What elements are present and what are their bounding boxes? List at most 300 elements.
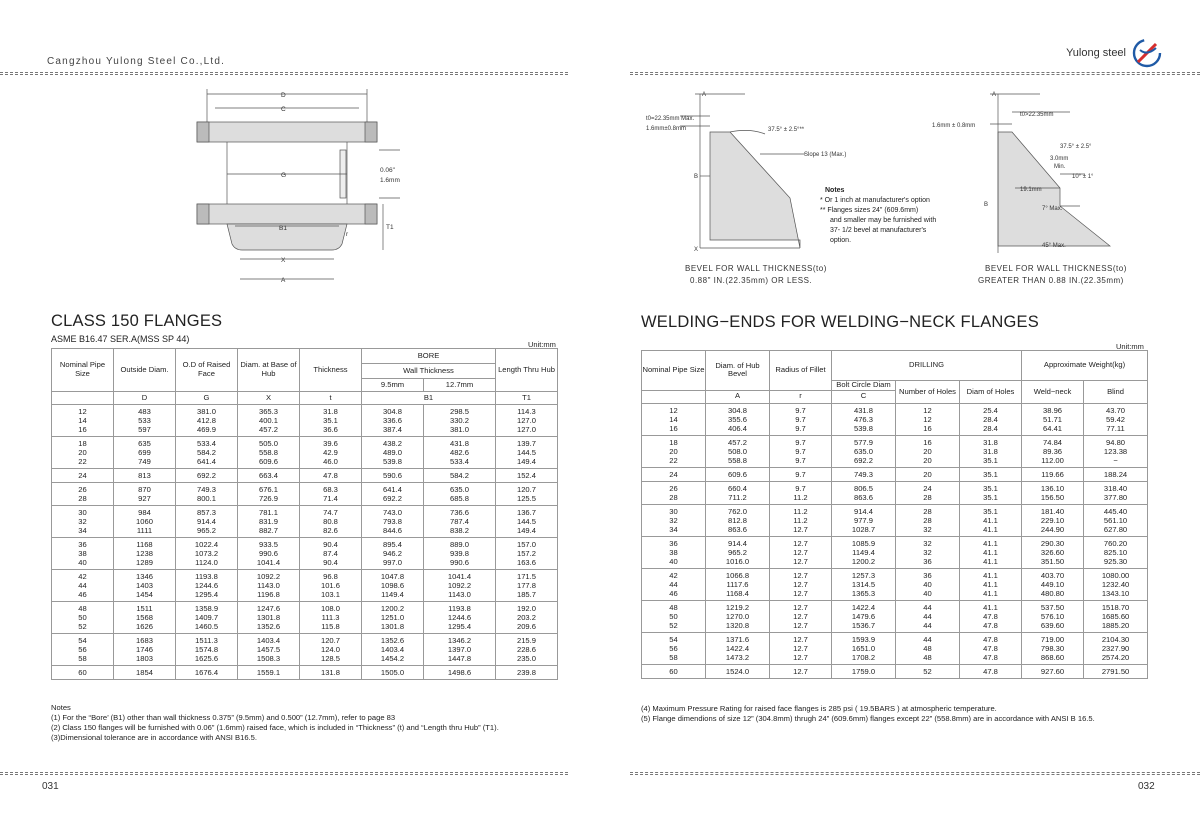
header-divider-2 bbox=[0, 74, 568, 75]
cell-value: 870 bbox=[138, 485, 151, 494]
table-cell bbox=[238, 437, 300, 469]
table-cell bbox=[706, 664, 770, 678]
cell-value: 838.2 bbox=[449, 526, 469, 535]
table-cell bbox=[52, 538, 114, 570]
cell-value: 1397.0 bbox=[447, 645, 472, 654]
bevel-right-min-label: Min. bbox=[1054, 164, 1066, 170]
table-cell bbox=[52, 483, 114, 506]
table-cell bbox=[770, 467, 832, 481]
cell-value: 482.6 bbox=[449, 448, 469, 457]
bevel-right-10deg: 10° ± 1° bbox=[1072, 174, 1094, 180]
cell-value: 1346.2 bbox=[447, 636, 472, 645]
table-row bbox=[52, 506, 558, 538]
cell-value: 355.6 bbox=[727, 414, 747, 424]
table-cell bbox=[832, 435, 896, 467]
cell-value: 22 bbox=[669, 455, 678, 465]
cell-value: 74.7 bbox=[323, 508, 338, 517]
bevel-right-b: B bbox=[984, 202, 989, 208]
cell-value: 635 bbox=[138, 439, 151, 448]
table-cell bbox=[770, 664, 832, 678]
left-unit: Unit:mm bbox=[528, 340, 556, 349]
cell-value: 47.8 bbox=[983, 634, 998, 644]
cell-value: 12.7 bbox=[793, 652, 808, 662]
cell-value: 984 bbox=[138, 508, 151, 517]
table-cell bbox=[114, 483, 176, 506]
table-cell bbox=[176, 483, 238, 506]
cell-value: 41.1 bbox=[983, 570, 998, 580]
table-cell bbox=[300, 506, 362, 538]
table-cell bbox=[52, 437, 114, 469]
table-cell bbox=[960, 632, 1022, 664]
cell-value: 28 bbox=[78, 494, 87, 503]
table-cell bbox=[362, 570, 424, 602]
bevel-left-t0: t0=22.35mm Max. bbox=[646, 116, 695, 122]
cell-value: 12.7 bbox=[793, 547, 808, 557]
cell-value: 215.9 bbox=[516, 636, 536, 645]
table-cell bbox=[960, 600, 1022, 632]
cell-value: 149.4 bbox=[516, 457, 536, 466]
label-b1: B1 bbox=[279, 225, 287, 232]
cell-value: 125.5 bbox=[516, 494, 536, 503]
cell-value: 406.4 bbox=[727, 423, 747, 433]
table-cell bbox=[1084, 403, 1148, 435]
table-cell bbox=[114, 469, 176, 483]
bevel-left-a: A bbox=[702, 92, 707, 98]
cell-value: 927.60 bbox=[1040, 666, 1065, 676]
bevel-note-4: 37- 1/2 bevel at manufacturer's bbox=[830, 227, 927, 234]
cell-value: 965.2 bbox=[196, 526, 216, 535]
cell-value: 1511 bbox=[136, 604, 153, 613]
cell-value: 457.2 bbox=[258, 425, 278, 434]
cell-value: 539.8 bbox=[382, 457, 402, 466]
table-cell bbox=[176, 437, 238, 469]
table-cell bbox=[832, 403, 896, 435]
note-1: (1) For the “Bore’ (B1) other than wall thickness 0.375” (9.5mm) and 0.500” (12.7mm), refer to page 83 bbox=[51, 713, 396, 722]
table-cell bbox=[362, 483, 424, 506]
table-cell bbox=[424, 634, 496, 666]
cell-value: 1111 bbox=[136, 526, 153, 535]
cell-value: 1196.8 bbox=[257, 590, 280, 599]
table-cell bbox=[832, 467, 896, 481]
header-divider-right bbox=[630, 72, 1200, 73]
cell-value: 1454.2 bbox=[380, 654, 405, 663]
cell-value: 1352.6 bbox=[380, 636, 405, 645]
table-cell bbox=[706, 600, 770, 632]
cell-value: 111.3 bbox=[321, 613, 340, 622]
cell-value: 20 bbox=[78, 448, 87, 457]
cell-value: 20 bbox=[923, 455, 932, 465]
cell-value: 1149.4 bbox=[852, 547, 875, 557]
cell-value: 9.7 bbox=[795, 437, 806, 447]
cell-value: 1473.2 bbox=[725, 652, 750, 662]
cell-value: 40 bbox=[78, 558, 87, 567]
cell-value: 157.2 bbox=[516, 549, 536, 558]
cell-value: 1092.2 bbox=[447, 581, 472, 590]
cell-value: 47.8 bbox=[983, 652, 998, 662]
table-cell bbox=[770, 568, 832, 600]
table-cell bbox=[300, 602, 362, 634]
table-cell bbox=[896, 536, 960, 568]
table-cell bbox=[1022, 600, 1084, 632]
cell-value: 12 bbox=[923, 414, 932, 424]
cell-value: 12.7 bbox=[793, 666, 808, 676]
cell-value: 719.00 bbox=[1040, 634, 1065, 644]
cell-value: 798.30 bbox=[1040, 643, 1065, 653]
table-cell bbox=[52, 602, 114, 634]
cell-value: 36.6 bbox=[323, 425, 338, 434]
cell-value: 12.7 bbox=[793, 602, 808, 612]
cell-value: 760.20 bbox=[1103, 538, 1128, 548]
company-name: Cangzhou Yulong Steel Co.,Ltd. bbox=[47, 56, 226, 67]
table-cell bbox=[770, 504, 832, 536]
table-cell bbox=[1084, 435, 1148, 467]
bevel-left-b: B bbox=[694, 174, 699, 180]
cell-value: 24 bbox=[923, 483, 932, 493]
cell-value: 483 bbox=[138, 407, 151, 416]
table-cell bbox=[362, 405, 424, 437]
cell-value: 2327.90 bbox=[1101, 643, 1130, 653]
table-cell bbox=[1084, 568, 1148, 600]
cell-value: 35.1 bbox=[983, 483, 998, 493]
table-cell bbox=[424, 437, 496, 469]
cell-value: 1568 bbox=[136, 613, 153, 622]
table-cell bbox=[1084, 664, 1148, 678]
cell-value: 12.7 bbox=[793, 579, 808, 589]
cell-value: 144.5 bbox=[516, 517, 536, 526]
right-notes bbox=[641, 704, 1095, 724]
cell-value: 1257.3 bbox=[851, 570, 876, 580]
cell-value: 1460.5 bbox=[194, 622, 219, 631]
table-cell bbox=[300, 538, 362, 570]
hdr-weight: Approximate Weight(kg) bbox=[1022, 351, 1148, 381]
cell-value: 868.60 bbox=[1040, 652, 1065, 662]
table-cell bbox=[424, 469, 496, 483]
cell-value: 1073.2 bbox=[194, 549, 219, 558]
table-cell bbox=[114, 634, 176, 666]
cell-value: 1244.6 bbox=[194, 581, 219, 590]
table-cell bbox=[424, 538, 496, 570]
header-divider bbox=[0, 72, 568, 73]
hdr-wall: Wall Thickness bbox=[362, 364, 496, 379]
cell-value: 539.8 bbox=[853, 423, 873, 433]
cell-value: 28 bbox=[669, 492, 678, 502]
cell-value: 1343.10 bbox=[1101, 588, 1130, 598]
cell-value: 44 bbox=[923, 634, 932, 644]
cell-value: 558.8 bbox=[727, 455, 747, 465]
table-cell bbox=[770, 536, 832, 568]
table-cell bbox=[238, 538, 300, 570]
cell-value: 44 bbox=[669, 579, 678, 589]
cell-value: 1457.5 bbox=[256, 645, 281, 654]
table-cell bbox=[238, 469, 300, 483]
table-cell bbox=[496, 602, 558, 634]
cell-value: 1854 bbox=[136, 668, 153, 677]
cell-value: 40 bbox=[669, 556, 678, 566]
cell-value: 787.4 bbox=[449, 517, 469, 526]
cell-value: 114.3 bbox=[517, 407, 536, 416]
cell-value: 209.6 bbox=[516, 622, 536, 631]
cell-value: 977.9 bbox=[853, 515, 873, 525]
bevel-notes-title: Notes bbox=[825, 187, 845, 194]
cell-value: 82.6 bbox=[323, 526, 338, 535]
cell-value: 480.80 bbox=[1040, 588, 1065, 598]
cell-value: 123.38 bbox=[1103, 446, 1128, 456]
cell-value: 9.7 bbox=[795, 455, 806, 465]
cell-value: 1352.6 bbox=[256, 622, 281, 631]
cell-value: 41.1 bbox=[983, 602, 998, 612]
table-cell bbox=[238, 634, 300, 666]
cell-value: 149.4 bbox=[516, 526, 536, 535]
table-cell bbox=[52, 570, 114, 602]
sym-a: A bbox=[706, 390, 770, 403]
cell-value: 946.2 bbox=[382, 549, 402, 558]
table-cell bbox=[114, 506, 176, 538]
cell-value: 304.8 bbox=[727, 405, 747, 415]
cell-value: 326.60 bbox=[1040, 547, 1065, 557]
cell-value: 74.84 bbox=[1043, 437, 1063, 447]
cell-value: 676.1 bbox=[258, 485, 278, 494]
cell-value: 31.8 bbox=[983, 437, 998, 447]
table-cell bbox=[362, 437, 424, 469]
right-page bbox=[600, 0, 1200, 819]
cell-value: 12.7 bbox=[793, 620, 808, 630]
cell-value: 48 bbox=[923, 643, 932, 653]
table-cell bbox=[960, 504, 1022, 536]
table-cell bbox=[642, 568, 706, 600]
cell-value: 32 bbox=[78, 517, 87, 526]
cell-value: 90.4 bbox=[323, 558, 338, 567]
cell-value: 11.2 bbox=[793, 492, 808, 502]
cell-value: 445.40 bbox=[1103, 506, 1128, 516]
bevel-note-1: * Or 1 inch at manufacturer's option bbox=[820, 197, 930, 204]
table-row bbox=[642, 600, 1148, 632]
cell-value: 1251.0 bbox=[380, 613, 405, 622]
table-cell bbox=[238, 666, 300, 680]
table-row bbox=[642, 504, 1148, 536]
table-row bbox=[52, 469, 558, 483]
table-cell bbox=[424, 506, 496, 538]
table-cell bbox=[114, 405, 176, 437]
cell-value: 576.10 bbox=[1040, 611, 1065, 621]
cell-value: 806.5 bbox=[853, 483, 873, 493]
cell-value: 136.10 bbox=[1040, 483, 1065, 493]
bevel-note-5: option. bbox=[830, 237, 852, 244]
cell-value: 20 bbox=[669, 446, 678, 456]
footer-divider-2 bbox=[0, 774, 568, 775]
cell-value: 692.2 bbox=[853, 455, 873, 465]
cell-value: 28 bbox=[923, 515, 932, 525]
cell-value: 20 bbox=[923, 469, 932, 479]
cell-value: 152.4 bbox=[516, 471, 536, 480]
table-cell bbox=[300, 570, 362, 602]
cell-value: 68.3 bbox=[323, 485, 338, 494]
cell-value: 1559.1 bbox=[256, 668, 281, 677]
cell-value: 38 bbox=[669, 547, 678, 557]
cell-value: 1219.2 bbox=[725, 602, 750, 612]
table-cell bbox=[300, 634, 362, 666]
cell-value: 609.6 bbox=[258, 457, 278, 466]
table-cell bbox=[960, 536, 1022, 568]
cell-value: 1626 bbox=[136, 622, 153, 631]
bevel-note-3: and smaller may be furnished with bbox=[830, 217, 937, 224]
cell-value: 2791.50 bbox=[1101, 666, 1130, 676]
cell-value: 537.50 bbox=[1040, 602, 1065, 612]
cell-value: 46 bbox=[78, 590, 87, 599]
cell-value: 44 bbox=[923, 611, 932, 621]
cell-value: 726.9 bbox=[258, 494, 278, 503]
table-cell bbox=[706, 467, 770, 481]
sym-t1: T1 bbox=[496, 392, 558, 405]
cell-value: 857.3 bbox=[196, 508, 216, 517]
cell-value: 60 bbox=[669, 666, 678, 676]
cell-value: 1505.0 bbox=[380, 668, 405, 677]
hdr-bore: BORE bbox=[362, 349, 496, 364]
table-cell bbox=[960, 467, 1022, 481]
table-cell bbox=[642, 435, 706, 467]
caption-right-2: GREATER THAN 0.88 IN.(22.35mm) bbox=[978, 276, 1124, 285]
cell-value: 89.36 bbox=[1043, 446, 1063, 456]
caption-left-1: BEVEL FOR WALL THICKNESS(to) bbox=[685, 264, 827, 273]
cell-value: 9.7 bbox=[795, 483, 806, 493]
cell-value: 412.8 bbox=[196, 416, 216, 425]
table-cell bbox=[238, 483, 300, 506]
cell-value: 41.1 bbox=[983, 547, 998, 557]
table-cell bbox=[176, 570, 238, 602]
cell-value: 387.4 bbox=[382, 425, 402, 434]
cell-value: 1022.4 bbox=[194, 540, 219, 549]
cell-value: 609.6 bbox=[727, 469, 747, 479]
table-cell bbox=[300, 405, 362, 437]
table-cell bbox=[1022, 481, 1084, 504]
cell-value: 641.4 bbox=[196, 457, 216, 466]
cell-value: 685.8 bbox=[449, 494, 469, 503]
yulong-logo-icon bbox=[1130, 36, 1164, 70]
sym-x: X bbox=[238, 392, 300, 405]
brand-name: Yulong steel bbox=[1066, 47, 1126, 59]
cell-value: 403.70 bbox=[1040, 570, 1065, 580]
cell-value: 925.30 bbox=[1103, 556, 1128, 566]
cell-value: 914.4 bbox=[196, 517, 216, 526]
cell-value: 1479.6 bbox=[851, 611, 876, 621]
table-cell bbox=[770, 435, 832, 467]
cell-value: 965.2 bbox=[727, 547, 747, 557]
cell-value: 749 bbox=[138, 457, 151, 466]
table-cell bbox=[832, 600, 896, 632]
cell-value: 1885.20 bbox=[1101, 620, 1130, 630]
cell-value: 38 bbox=[78, 549, 87, 558]
cell-value: 330.2 bbox=[449, 416, 469, 425]
cell-value: 381.0 bbox=[196, 407, 216, 416]
cell-value: 36 bbox=[78, 540, 87, 549]
cell-value: 749.3 bbox=[196, 485, 216, 494]
cell-value: 1301.8 bbox=[380, 622, 405, 631]
sym-blank-r bbox=[642, 390, 706, 403]
table-cell bbox=[52, 506, 114, 538]
cell-value: 889.0 bbox=[449, 540, 469, 549]
cell-value: 9.7 bbox=[795, 446, 806, 456]
table-cell bbox=[832, 504, 896, 536]
cell-value: 58 bbox=[78, 654, 87, 663]
cell-value: 48 bbox=[669, 602, 678, 612]
table-row bbox=[52, 634, 558, 666]
cell-value: 505.0 bbox=[258, 439, 278, 448]
cell-value: 1168.4 bbox=[726, 588, 749, 598]
table-cell bbox=[52, 469, 114, 483]
cell-value: 699 bbox=[138, 448, 151, 457]
label-g: G bbox=[281, 172, 287, 179]
table-row bbox=[642, 435, 1148, 467]
table-cell bbox=[176, 506, 238, 538]
table-cell bbox=[496, 666, 558, 680]
sym-d: D bbox=[114, 392, 176, 405]
cell-value: 46.0 bbox=[323, 457, 338, 466]
table-row bbox=[642, 568, 1148, 600]
cell-value: 1193.8 bbox=[448, 604, 471, 613]
cell-value: 1047.8 bbox=[380, 572, 405, 581]
table-cell bbox=[1084, 600, 1148, 632]
hdr-radius: Radius of Fillet bbox=[770, 351, 832, 391]
table-cell bbox=[424, 602, 496, 634]
table-cell bbox=[52, 405, 114, 437]
table-cell bbox=[424, 666, 496, 680]
table-cell bbox=[960, 481, 1022, 504]
cell-value: 1295.4 bbox=[194, 590, 219, 599]
cell-value: 52 bbox=[923, 666, 932, 676]
cell-value: 800.1 bbox=[196, 494, 216, 503]
hdr-drilling: DRILLING bbox=[832, 351, 1022, 381]
table-cell bbox=[496, 570, 558, 602]
cell-value: 16 bbox=[78, 425, 87, 434]
cell-value: 12 bbox=[78, 407, 87, 416]
table-row bbox=[52, 666, 558, 680]
bevel-right-rf: 1.6mm ± 0.8mm bbox=[932, 123, 976, 129]
cell-value: 12 bbox=[669, 405, 678, 415]
cell-value: 235.0 bbox=[516, 654, 536, 663]
cell-value: 793.8 bbox=[382, 517, 402, 526]
table-row bbox=[642, 632, 1148, 664]
cell-value: 56 bbox=[78, 645, 87, 654]
table-cell bbox=[1022, 664, 1084, 678]
cell-value: 692.2 bbox=[382, 494, 402, 503]
hdr-thickness: Thickness bbox=[300, 349, 362, 392]
cell-value: 58 bbox=[669, 652, 678, 662]
hdr-outside: Outside Diam. bbox=[114, 349, 176, 392]
cell-value: 914.4 bbox=[727, 538, 747, 548]
cell-value: 24 bbox=[78, 471, 87, 480]
cell-value: 31.8 bbox=[323, 407, 338, 416]
cell-value: 120.7 bbox=[320, 636, 340, 645]
table-cell bbox=[896, 632, 960, 664]
cell-value: 101.6 bbox=[320, 581, 340, 590]
bevel-diagrams bbox=[640, 88, 1180, 293]
label-r: r bbox=[346, 231, 349, 238]
table-cell bbox=[300, 483, 362, 506]
cell-value: 34 bbox=[669, 524, 678, 534]
table-cell bbox=[770, 632, 832, 664]
hdr-wall-9-5: 9.5mm bbox=[362, 379, 424, 392]
cell-value: 181.40 bbox=[1040, 506, 1065, 516]
cell-value: 1028.7 bbox=[851, 524, 876, 534]
cell-value: 35.1 bbox=[323, 416, 338, 425]
cell-value: 32 bbox=[923, 547, 932, 557]
hdr-weld: Weld−neck bbox=[1022, 381, 1084, 404]
table-cell bbox=[770, 481, 832, 504]
cell-value: 52 bbox=[669, 620, 678, 630]
cell-value: 94.80 bbox=[1106, 437, 1126, 447]
table-cell bbox=[114, 602, 176, 634]
cell-value: 157.0 bbox=[516, 540, 536, 549]
cell-value: 9.7 bbox=[795, 469, 806, 479]
